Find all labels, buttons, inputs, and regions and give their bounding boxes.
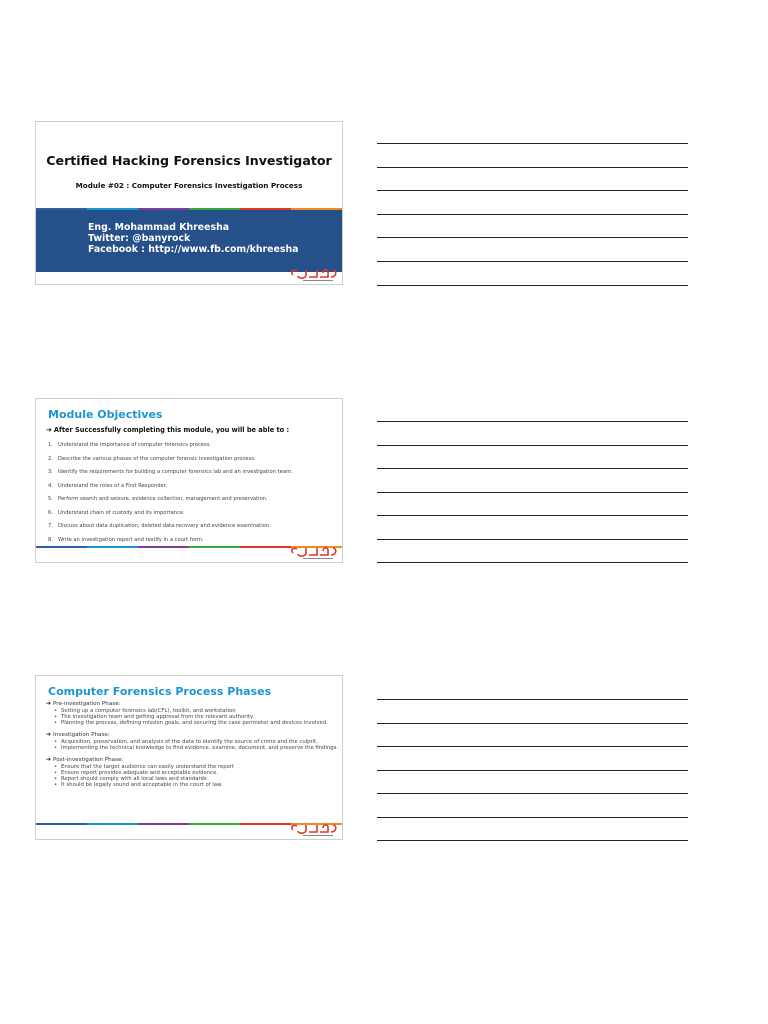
note-line [377, 539, 688, 540]
note-line [377, 840, 688, 841]
list-item: • Acquisition, preservation, and analysis of the data to identify the source of crime and the culprit. [54, 739, 341, 745]
note-line [377, 421, 688, 422]
author-twitter: Twitter: @banyrock [88, 233, 191, 244]
list-text: Discuss about data duplication, deleted data recovery and evidence examination. [58, 523, 271, 529]
phases-list [46, 700, 341, 793]
phase-block [46, 756, 341, 788]
arrow-icon: ➔ [46, 731, 52, 738]
phase-bullets [46, 708, 341, 726]
phase-block [46, 731, 341, 751]
phase-title [46, 700, 341, 708]
list-number: 6. [48, 509, 53, 516]
stripe-segment [36, 823, 87, 825]
list-text: Understand the importance of computer forensics process. [58, 442, 212, 448]
list-item: • Ensure report provides adequate and acceptable evidence. [54, 770, 341, 776]
note-line [377, 143, 688, 144]
list-number: 5. [48, 496, 53, 502]
slide-3 [35, 675, 343, 840]
list-text: Identify the requirements for building a computer forensics lab and an investigation team. [58, 469, 293, 475]
note-line [377, 793, 688, 794]
list-text: Write an investigation report and testify in a court form. [58, 536, 204, 543]
list-text: Describe the various phases of the computer forensic investigation process. [58, 455, 256, 462]
intro-text: After Successfully completing this module, you will be able to : [53, 426, 290, 434]
list-item: • Planning the process, defining mission goals, and securing the case perimeter and devices involved. [54, 720, 341, 726]
note-line [377, 468, 688, 469]
slide-1 [35, 121, 343, 285]
list-number: 1. [48, 442, 53, 448]
arrow-icon: ➔ [46, 426, 52, 434]
note-line [377, 492, 688, 493]
author-name: Eng. Mohammad Khreesha [88, 222, 230, 233]
phase-name: Post-investigation Phase: [53, 757, 124, 763]
list-number: 2. [48, 455, 53, 462]
list-item [48, 469, 293, 483]
list-item: • Setting up a computer forensics lab(CFL), toolkit, and workstation [54, 708, 341, 714]
author-band [36, 210, 342, 272]
note-line [377, 167, 688, 168]
list-item: • Report should comply with all local laws and standards [54, 776, 341, 782]
slide-heading: Module Objectives [48, 408, 163, 421]
list-item: • Ensure that the target audience can easily understand the report [54, 764, 341, 770]
list-item [48, 510, 293, 524]
brand-logo-icon [289, 821, 339, 837]
slide-subtitle: Module #02 : Computer Forensics Investigation Process [75, 181, 303, 190]
list-text: Understand chain of custody and its importance. [58, 509, 185, 516]
list-item: • It should be legally sound and acceptable in the court of law. [54, 782, 341, 788]
slide-heading: Computer Forensics Process Phases [48, 685, 272, 698]
list-item: • The investigation team and getting approval from the relevant authority [54, 714, 341, 720]
objectives-intro [46, 426, 289, 434]
list-number: 7. [48, 523, 53, 529]
phase-bullets [46, 739, 341, 751]
stripe-segment [138, 823, 189, 825]
phase-title [46, 731, 341, 739]
note-line [377, 562, 688, 563]
note-line [377, 214, 688, 215]
list-item [48, 523, 293, 537]
stripe-segment [87, 546, 138, 548]
note-line [377, 817, 688, 818]
stripe-segment [138, 546, 189, 548]
list-number: 3. [48, 469, 53, 475]
list-item [48, 496, 293, 510]
list-number: 4. [48, 482, 53, 489]
note-line [377, 723, 688, 724]
stripe-segment [36, 546, 87, 548]
list-item [48, 442, 293, 456]
phase-name: Investigation Phase: [53, 732, 110, 738]
list-item [48, 483, 293, 497]
slide-title: Certified Hacking Forensics Investigator [46, 153, 332, 168]
note-line [377, 285, 688, 286]
stripe-segment [189, 823, 240, 825]
list-text: Understand the roles of a First Responder. [58, 482, 168, 489]
note-line [377, 699, 688, 700]
slide-2 [35, 398, 343, 563]
note-line [377, 261, 688, 262]
list-item: • Implementing the technical knowledge to find evidence, examine, document, and preserve the findings. [54, 745, 341, 751]
note-line [377, 515, 688, 516]
stripe-segment [240, 546, 291, 548]
stripe-segment [87, 823, 138, 825]
objectives-list [48, 442, 293, 550]
note-line [377, 190, 688, 191]
phase-name: Pre-investigation Phase: [53, 701, 121, 707]
stripe-segment [240, 823, 291, 825]
phase-title [46, 756, 341, 764]
list-number: 8. [48, 536, 53, 543]
phase-bullets [46, 764, 341, 788]
arrow-icon: ➔ [46, 756, 52, 763]
brand-logo-icon [289, 544, 339, 560]
brand-logo-icon [289, 266, 339, 282]
arrow-icon: ➔ [46, 700, 52, 707]
list-item [48, 456, 293, 470]
stripe-segment [189, 546, 240, 548]
author-facebook: Facebook : http://www.fb.com/khreesha [88, 244, 299, 255]
note-line [377, 237, 688, 238]
note-line [377, 445, 688, 446]
phase-block [46, 700, 341, 726]
note-line [377, 746, 688, 747]
list-text: Perform search and seizure, evidence collection, management and preservation. [58, 496, 268, 502]
note-line [377, 770, 688, 771]
